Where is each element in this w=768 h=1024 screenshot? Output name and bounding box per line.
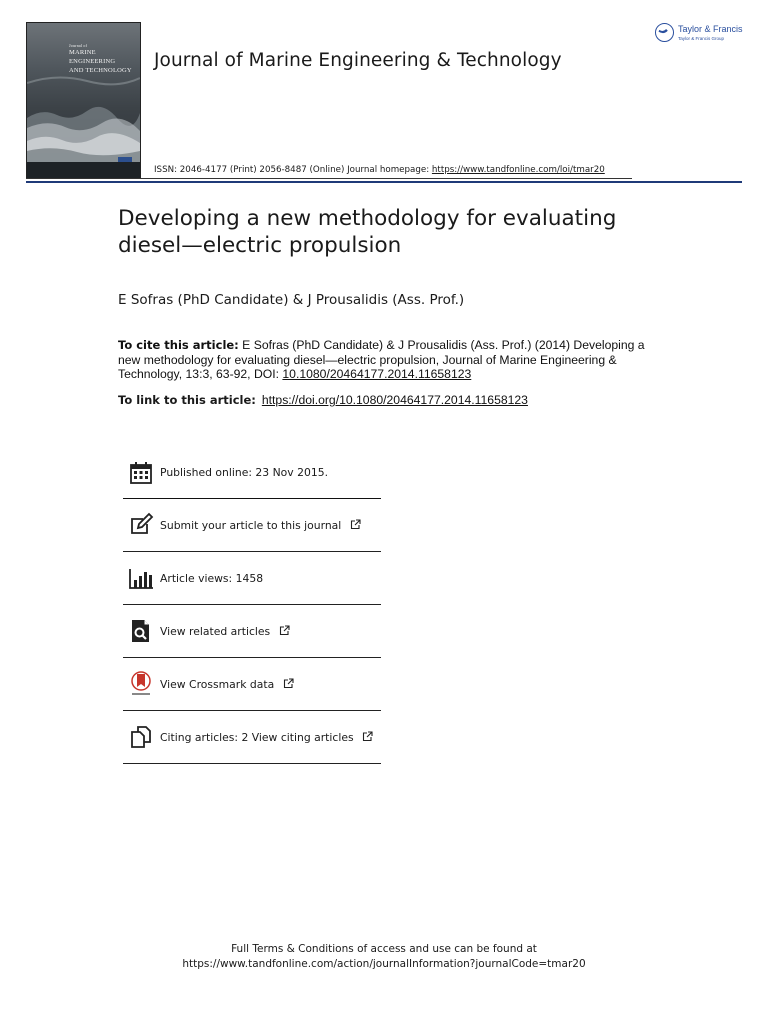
terms-footer: [0, 942, 768, 971]
edit-icon: [127, 511, 155, 539]
submit-article-link[interactable]: Submit your article to this journal: [160, 518, 342, 532]
cover-bottom-bar: [27, 162, 140, 178]
article-info-list: [123, 447, 381, 764]
bar-chart-icon: [127, 564, 155, 592]
journal-homepage-link[interactable]: https://www.tandfonline.com/loi/tmar20: [431, 165, 605, 175]
article-authors: E Sofras (PhD Candidate) & J Prousalidis (Ass. Prof.): [118, 292, 465, 308]
related-articles-link[interactable]: View related articles: [160, 624, 271, 638]
calendar-icon: [127, 459, 155, 487]
published-online-item: Published online: 23 Nov 2015.: [123, 447, 381, 499]
citation-block: [118, 338, 658, 382]
external-link-icon[interactable]: [362, 731, 373, 742]
copy-documents-icon: [127, 723, 155, 751]
citation-doi-link[interactable]: 10.1080/20464177.2014.11658123: [282, 367, 472, 381]
citing-articles-link[interactable]: Citing articles: 2 View citing articles: [160, 730, 354, 744]
article-title: Developing a new methodology for evaluating diesel—electric propulsion: [118, 206, 617, 258]
journal-cover-image: [26, 22, 141, 179]
citing-articles-item[interactable]: [123, 711, 381, 764]
journal-title: Journal of Marine Engineering & Technology: [154, 50, 562, 71]
crossmark-link[interactable]: View Crossmark data: [160, 677, 275, 691]
citation-text: E Sofras (PhD Candidate) & J Prousalidis (Ass. Prof.) (2014) Developing a new methodology for evaluating diesel—electric propulsion, Journal of Marine Engineering & Technology, 13:3, 63-92, DOI:: [118, 338, 645, 381]
terms-footer-line1: Full Terms & Conditions of access and use can be found at: [231, 943, 537, 955]
publisher-logo-icon: [655, 23, 674, 42]
issn-line: ISSN: 2046-4177 (Print) 2056-8487 (Online) Journal homepage: https://www.tandfonline.com/loi/tmar20: [154, 165, 605, 175]
citation-label: To cite this article:: [118, 338, 239, 352]
article-views-item: Article views: 1458: [123, 552, 381, 605]
submit-article-item[interactable]: [123, 499, 381, 552]
external-link-icon[interactable]: [279, 625, 290, 636]
external-link-icon[interactable]: [350, 519, 361, 530]
header-blue-rule: [26, 181, 742, 183]
cover-title: Journal of MARINE ENGINEERING AND TECHNOLOGY: [69, 43, 132, 74]
external-link-icon[interactable]: [283, 678, 294, 689]
article-link-label: To link to this article:: [118, 393, 256, 407]
crossmark-item[interactable]: [123, 658, 381, 711]
article-link-line: [118, 393, 528, 407]
related-articles-item[interactable]: [123, 605, 381, 658]
article-doi-link[interactable]: https://doi.org/10.1080/20464177.2014.11658123: [261, 393, 528, 407]
document-search-icon: [127, 617, 155, 645]
crossmark-icon: [127, 670, 155, 698]
terms-footer-link[interactable]: https://www.tandfonline.com/action/journalInformation?journalCode=tmar20: [182, 957, 586, 970]
header-divider: [26, 178, 632, 179]
